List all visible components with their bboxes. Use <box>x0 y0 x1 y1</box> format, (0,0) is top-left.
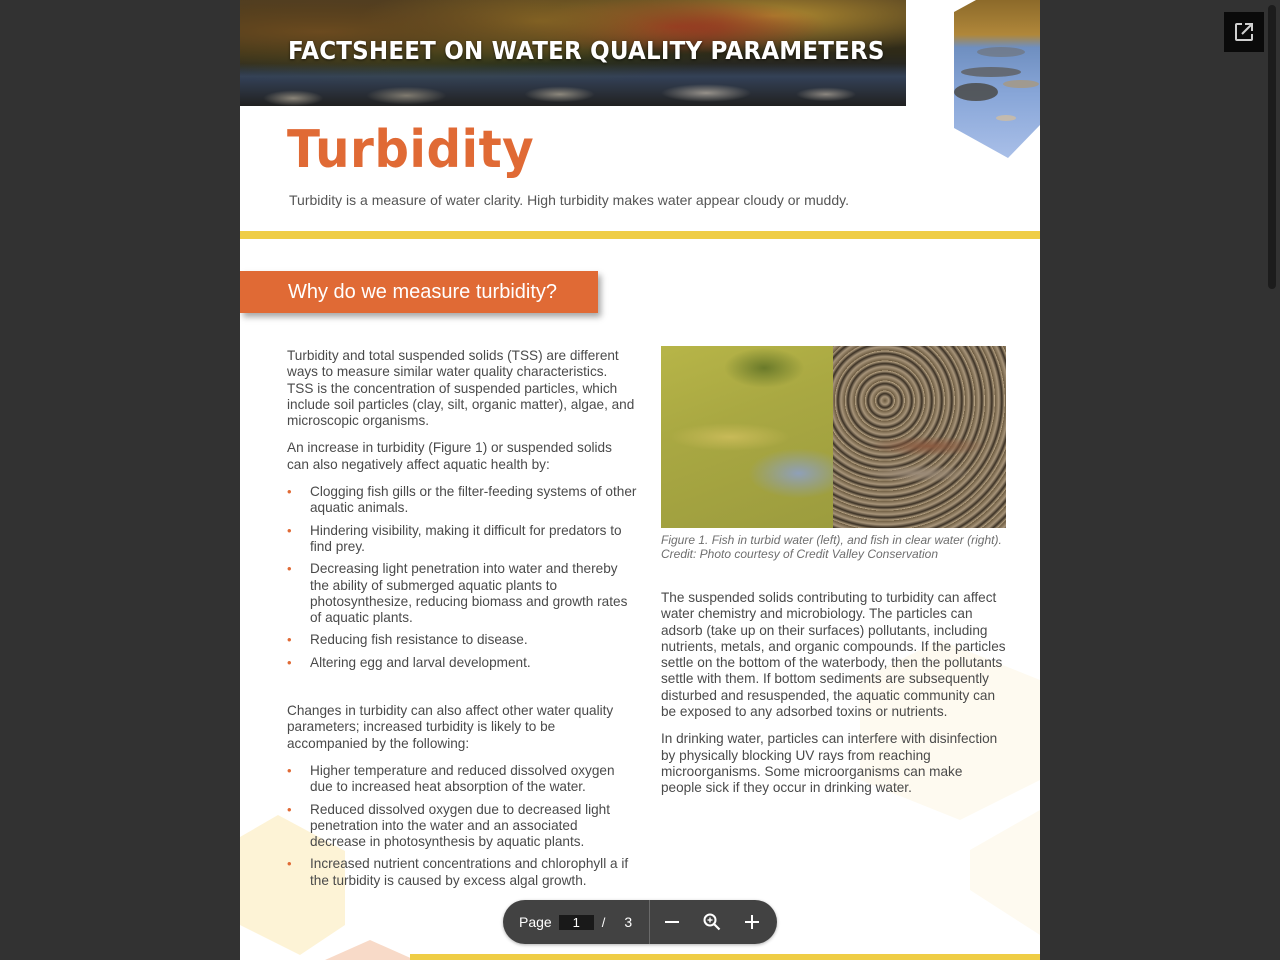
left-column <box>287 348 637 900</box>
zoom-fit-button[interactable] <box>692 902 732 942</box>
pdf-toolbar <box>503 900 777 944</box>
banner-rocks <box>240 80 906 106</box>
figure-caption: Figure 1. Fish in turbid water (left), and fish in clear water (right). Credit: Photo courtesy of Credit Valley Conservation <box>661 533 1002 561</box>
hexagon-river-photo <box>906 0 1040 160</box>
bottom-yellow-band <box>410 954 1040 960</box>
total-pages: 3 <box>624 914 633 930</box>
bullet-list-water-quality <box>287 763 637 889</box>
right-column <box>661 346 1006 808</box>
zoom-in-button[interactable] <box>732 902 772 942</box>
paragraph: In drinking water, particles can interfere with disinfection by physically blocking UV rays from reaching microorganisms. Some microorganisms can make people sick if they occur in drinking water. <box>661 731 998 796</box>
toolbar-divider <box>649 900 650 944</box>
bullet-icon: • <box>287 762 292 778</box>
open-in-new-window-icon <box>1234 22 1254 42</box>
minus-icon <box>664 914 680 930</box>
list-item: • Clogging fish gills or the filter-feeding systems of other aquatic animals. <box>287 484 637 516</box>
paragraph: The suspended solids contributing to turbidity can affect water chemistry and microbiology. The particles can adsorb (take up on their surfaces) pollutants, including nutrients, metals, and organic compounds. If the particles settle on the bottom of the waterbody, then the pollutants settle with them. If bottom sediments are subsequently disturbed and resuspended, the aquatic community can be exposed to any adsorbed toxins or nutrients. <box>661 590 1006 720</box>
list-item: • Altering egg and larval development. <box>287 654 531 670</box>
banner-title: FACTSHEET ON WATER QUALITY PARAMETERS <box>288 36 885 65</box>
figure-fish-photos <box>661 346 1006 528</box>
banner-photo <box>240 0 906 106</box>
bullet-list-aquatic-health <box>287 484 637 671</box>
bullet-icon: • <box>287 632 292 648</box>
bullet-icon: • <box>287 801 292 817</box>
photo-fish-turbid-water <box>661 346 833 528</box>
list-item: • Hindering visibility, making it difficult for predators to find prey. <box>287 522 622 554</box>
page-subtitle: Turbidity is a measure of water clarity. High turbidity makes water appear cloudy or muddy. <box>289 192 849 208</box>
section-heading: Why do we measure turbidity? <box>288 281 558 303</box>
list-item: • Reducing fish resistance to disease. <box>287 632 528 648</box>
page-label: Page <box>519 914 552 930</box>
list-item: • Decreasing light penetration into water and thereby the ability of submerged aquatic plants to photosynthesize, reducing biomass and growth rates of aquatic plants. <box>287 561 628 626</box>
bullet-icon: • <box>287 522 292 538</box>
pdf-page <box>240 0 1040 960</box>
popout-button[interactable] <box>1224 12 1264 52</box>
paragraph: Turbidity and total suspended solids (TSS) are different ways to measure similar water quality characteristics. TSS is the concentration of suspended particles, which include soil particles (clay, silt, organic matter), algae, and microscopic organisms. <box>287 348 635 429</box>
paragraph: Changes in turbidity can also affect other water quality parameters; increased turbidity is likely to be accompanied by the following: <box>287 703 614 751</box>
page-number-input[interactable] <box>559 915 594 930</box>
scrollbar-thumb[interactable] <box>1268 5 1276 289</box>
plus-icon <box>744 914 760 930</box>
bullet-icon: • <box>287 856 292 872</box>
photo-fish-clear-water <box>833 346 1006 528</box>
page-separator: / <box>601 914 606 930</box>
page-title: Turbidity <box>287 120 535 180</box>
bullet-icon: • <box>287 561 292 577</box>
bullet-icon: • <box>287 484 292 500</box>
yellow-divider <box>240 231 1040 239</box>
list-item: • Increased nutrient concentrations and chlorophyll a if the turbidity is caused by excess algal growth. <box>287 856 629 888</box>
paragraph: An increase in turbidity (Figure 1) or suspended solids can also negatively affect aquatic health by: <box>287 440 612 472</box>
bullet-icon: • <box>287 654 292 670</box>
zoom-icon <box>703 913 721 931</box>
list-item: • Reduced dissolved oxygen due to decreased light penetration into the water and an associated decrease in photosynthesis by aquatic plants. <box>287 801 611 850</box>
section-header <box>240 271 598 313</box>
list-item: • Higher temperature and reduced dissolved oxygen due to increased heat absorption of the water. <box>287 762 615 795</box>
zoom-out-button[interactable] <box>652 902 692 942</box>
